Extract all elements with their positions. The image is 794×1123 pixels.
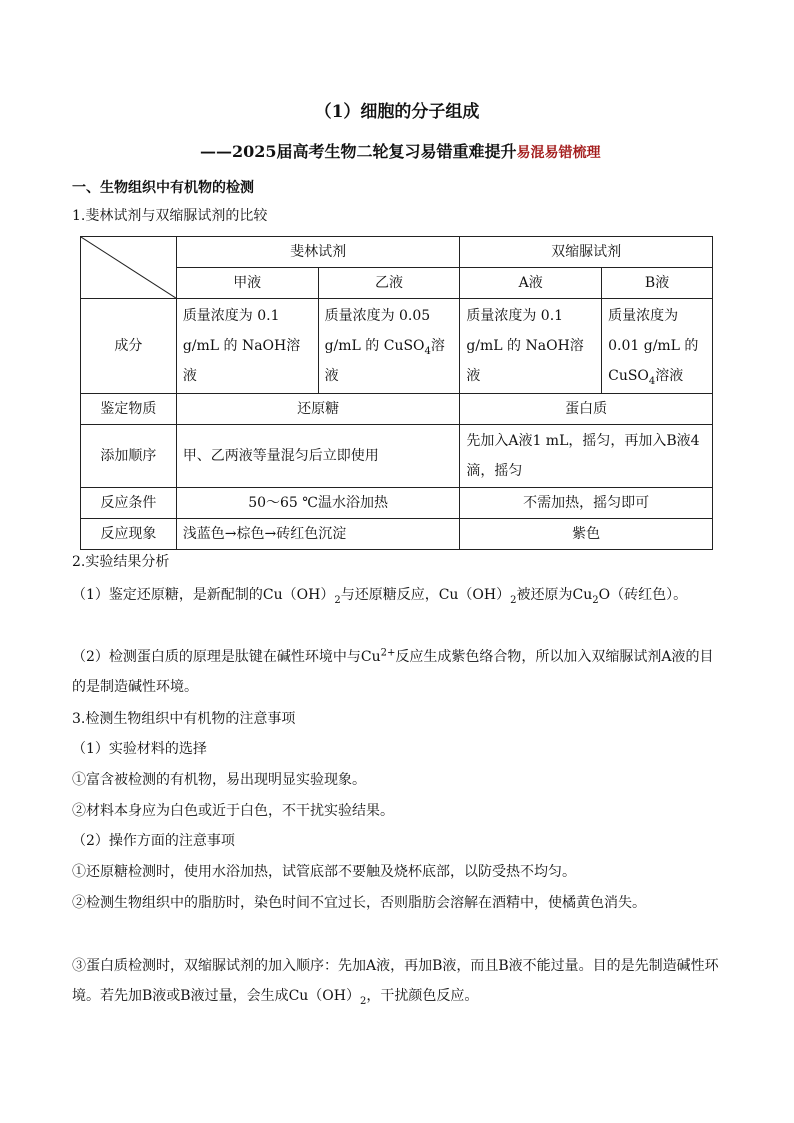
materials-point-2: ②材料本身应为白色或近于白色，不干扰实验结果。 [72,803,394,819]
comparison-table [80,236,713,550]
composition-yi-text: 质量浓度为 0.05 g/mL 的 CuSO [324,308,431,354]
order-biuret: 先加入A液1 mL，摇匀，再加入B液4滴，摇匀 [460,425,713,488]
composition-b-suffix: 溶液 [655,368,684,384]
s2c-sub: 2 [360,995,367,1007]
p1-text-a: （1）鉴定还原糖，是新配制的Cu（OH） [72,587,335,603]
target-biuret: 蛋白质 [460,394,713,425]
page-title: （1）细胞的分子组成 [314,102,480,122]
item-3-heading: 3.检测生物组织中有机物的注意事项 [72,711,296,727]
p2-sup: 2+ [380,647,396,659]
item-1-heading: 1.斐林试剂与双缩脲试剂的比较 [72,208,268,224]
order-fehling: 甲、乙两液等量混匀后立即使用 [176,425,460,488]
p1-text-c: 被还原为Cu [516,587,593,603]
target-fehling: 还原糖 [176,394,460,425]
p2-text-a: （2）检测蛋白质的原理是肽键在碱性环境中与Cu [72,649,381,665]
p1-text-b: 与还原糖反应，Cu（OH） [340,587,511,603]
s2c-text-b: ，干扰颜色反应。 [366,988,479,1004]
subtitle-main: ——2025届高考生物二轮复习易错重难提升 [200,142,517,161]
condition-biuret: 不需加热，摇匀即可 [460,488,713,519]
subheader-b: B液 [602,268,713,299]
p1-sub-3: 2 [592,594,599,606]
p1-sub-2: 2 [510,594,517,606]
subheading-operations: （2）操作方面的注意事项 [72,833,235,849]
composition-b [602,299,713,394]
row-label-target: 鉴定物质 [81,394,177,425]
analysis-paragraph-2 [72,642,722,702]
diagonal-line [81,237,176,298]
composition-a: 质量浓度为 0.1 g/mL 的 NaOH溶液 [460,299,602,394]
operations-point-1: ①还原糖检测时，使用水浴加热，试管底部不要触及烧杯底部，以防受热不均匀。 [72,864,576,880]
subheader-a: A液 [460,268,602,299]
header-reagent-2: 双缩脲试剂 [460,237,713,268]
item-2-heading: 2.实验结果分析 [72,554,170,570]
diagonal-header-cell [81,237,177,299]
condition-fehling: 50～65 ℃温水浴加热 [176,488,460,519]
subheader-yi: 乙液 [318,268,460,299]
subtitle-tag: 易混易错梳理 [516,145,601,161]
composition-yi [318,299,460,394]
p2-text-b: 反应生成紫色络合物，所以加入双缩脲试剂A液的目的是制造碱性环境。 [72,649,714,695]
composition-jia: 质量浓度为 0.1 g/mL 的 NaOH溶液 [176,299,318,394]
phenomenon-fehling: 浅蓝色→棕色→砖红色沉淀 [176,519,460,550]
s2c-text-a: ③蛋白质检测时，双缩脲试剂的加入顺序：先加A液，再加B液，而且B液不能过量。目的是先制造碱性环境。若先加B液或B液过量，会生成Cu（OH） [72,958,719,1004]
row-label-phenomenon: 反应现象 [81,519,177,550]
composition-yi-sub: 4 [424,345,431,357]
p1-text-d: O（砖红色）。 [598,587,688,603]
analysis-paragraph-1 [72,580,722,610]
phenomenon-biuret: 紫色 [460,519,713,550]
header-reagent-1: 斐林试剂 [176,237,460,268]
subheading-materials: （1）实验材料的选择 [72,741,207,757]
page-subtitle [200,139,601,162]
operations-point-3 [72,951,722,1011]
p1-sub-1: 2 [334,594,341,606]
row-label-condition: 反应条件 [81,488,177,519]
composition-b-text: 质量浓度为 0.01 g/mL 的 CuSO [608,308,699,384]
composition-yi-suffix: 溶液 [324,338,445,384]
subheader-jia: 甲液 [176,268,318,299]
row-label-order: 添加顺序 [81,425,177,488]
section-heading: 一、生物组织中有机物的检测 [72,180,254,196]
materials-point-1: ①富含被检测的有机物，易出现明显实验现象。 [72,772,366,788]
row-label-composition: 成分 [81,299,177,394]
composition-b-sub: 4 [648,375,656,387]
operations-point-2: ②检测生物组织中的脂肪时，染色时间不宜过长，否则脂肪会溶解在酒精中，使橘黄色消失。 [72,895,646,911]
